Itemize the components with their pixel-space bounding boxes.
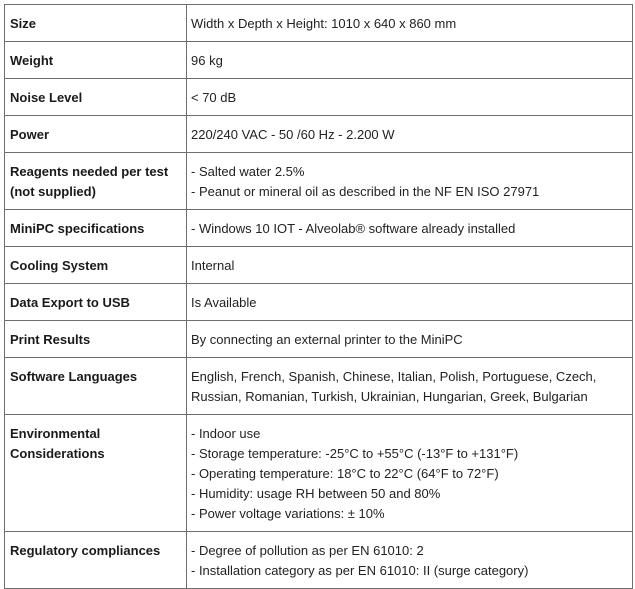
row-label: Data Export to USB — [5, 284, 187, 321]
value-line: By connecting an external printer to the MiniPC — [191, 332, 463, 347]
value-line: - Peanut or mineral oil as described in the NF EN ISO 27971 — [191, 184, 540, 199]
table-row — [5, 5, 633, 42]
value-line: - Storage temperature: -25°C to +55°C (-13°F to +131°F) — [191, 446, 519, 461]
row-value — [187, 116, 633, 153]
row-label: Weight — [5, 42, 187, 79]
table-row — [5, 415, 633, 532]
value-line: 220/240 VAC - 50 /60 Hz - 2.200 W — [191, 127, 395, 142]
row-value — [187, 42, 633, 79]
row-label: Noise Level — [5, 79, 187, 116]
value-line: - Humidity: usage RH between 50 and 80% — [191, 486, 441, 501]
value-line: < 70 dB — [191, 90, 237, 105]
table-row — [5, 247, 633, 284]
row-label: MiniPC specifications — [5, 210, 187, 247]
value-line: 96 kg — [191, 53, 223, 68]
specifications-table — [4, 4, 633, 589]
row-value — [187, 210, 633, 247]
value-line: English, French, Spanish, Chinese, Italian, Polish, Portuguese, Czech, Russian, Romanian, Turkish, Ukrainian, Hungarian, Greek, Bulgarian — [191, 369, 597, 404]
row-value — [187, 5, 633, 42]
row-value — [187, 247, 633, 284]
table-row — [5, 284, 633, 321]
value-line: - Salted water 2.5% — [191, 164, 305, 179]
value-line: - Operating temperature: 18°C to 22°C (64°F to 72°F) — [191, 466, 499, 481]
value-line: - Power voltage variations: ± 10% — [191, 506, 385, 521]
table-row — [5, 210, 633, 247]
value-line: - Installation category as per EN 61010: II (surge category) — [191, 563, 529, 578]
table-row — [5, 79, 633, 116]
value-line: - Degree of pollution as per EN 61010: 2 — [191, 543, 424, 558]
table-row — [5, 116, 633, 153]
row-label: Power — [5, 116, 187, 153]
value-line: Internal — [191, 258, 235, 273]
row-value — [187, 284, 633, 321]
row-label: Size — [5, 5, 187, 42]
row-label: Print Results — [5, 321, 187, 358]
row-value — [187, 358, 633, 415]
row-value — [187, 321, 633, 358]
table-row — [5, 321, 633, 358]
table-row — [5, 42, 633, 79]
row-value — [187, 532, 633, 589]
row-label: Regulatory compliances — [5, 532, 187, 589]
table-row — [5, 532, 633, 589]
row-label: Environmental Considerations — [5, 415, 187, 532]
value-line: Is Available — [191, 295, 257, 310]
row-value — [187, 153, 633, 210]
value-line: Width x Depth x Height: 1010 x 640 x 860 mm — [191, 16, 457, 31]
row-label: Reagents needed per test (not supplied) — [5, 153, 187, 210]
row-value — [187, 79, 633, 116]
row-label: Software Languages — [5, 358, 187, 415]
value-line: - Indoor use — [191, 426, 261, 441]
table-row — [5, 153, 633, 210]
row-value — [187, 415, 633, 532]
value-line: - Windows 10 IOT - Alveolab® software already installed — [191, 221, 516, 236]
table-row — [5, 358, 633, 415]
row-label: Cooling System — [5, 247, 187, 284]
